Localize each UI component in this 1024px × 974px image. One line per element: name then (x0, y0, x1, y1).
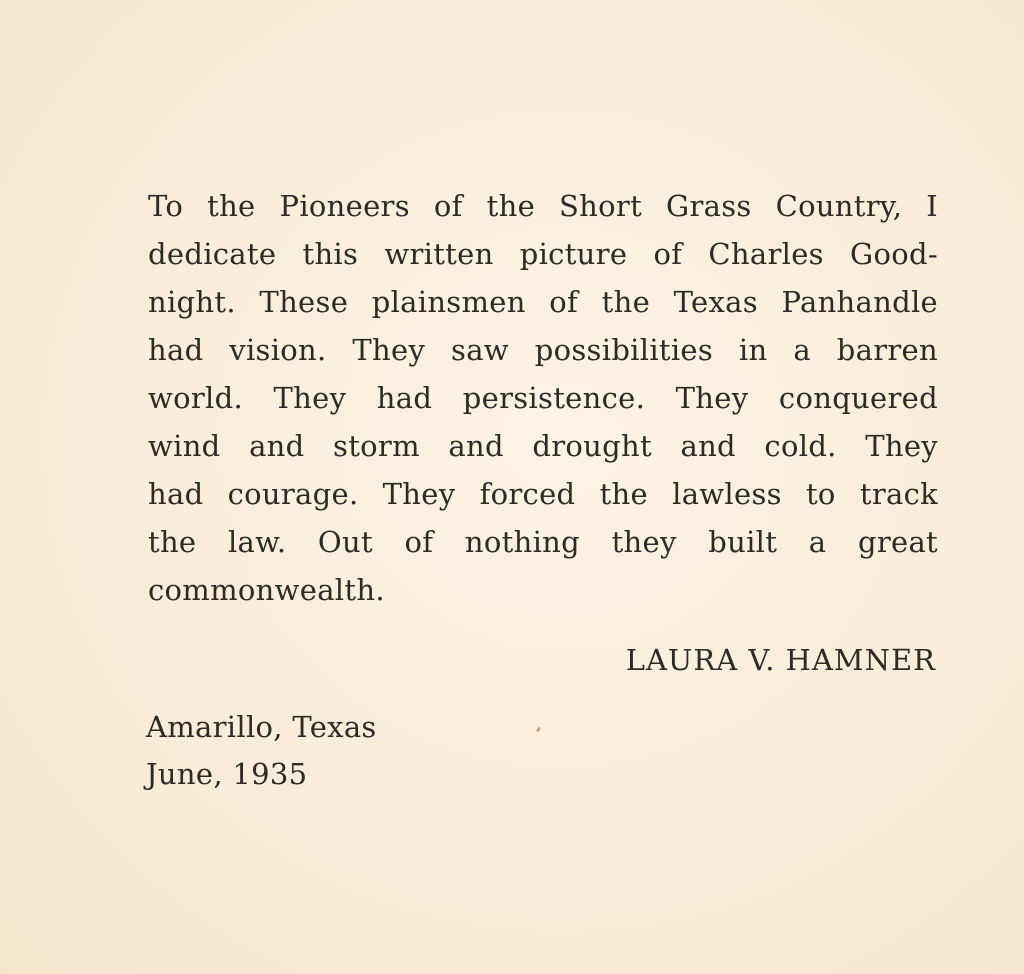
dedication-text (148, 182, 938, 614)
date-line: June, 1935 (146, 757, 308, 791)
place-and-date (146, 704, 377, 798)
paper-speck (536, 727, 541, 733)
dedication-line: commonwealth. (148, 573, 385, 607)
place-line: Amarillo, Texas (146, 710, 377, 744)
dedication-line: the law. Out of nothing they built a great (148, 525, 938, 559)
dedication-line: To the Pioneers of the Short Grass Country, I (148, 189, 938, 223)
dedication-line: had vision. They saw possibilities in a barren (148, 333, 938, 367)
dedication-line: dedicate this written picture of Charles Good- (148, 237, 938, 271)
author-signature: LAURA V. HAMNER (625, 643, 936, 677)
dedication-line: night. These plainsmen of the Texas Panhandle (148, 285, 938, 319)
dedication-line: had courage. They forced the lawless to track (148, 477, 938, 511)
dedication-line: world. They had persistence. They conquered (148, 381, 938, 415)
dedication-line: wind and storm and drought and cold. They (148, 429, 938, 463)
